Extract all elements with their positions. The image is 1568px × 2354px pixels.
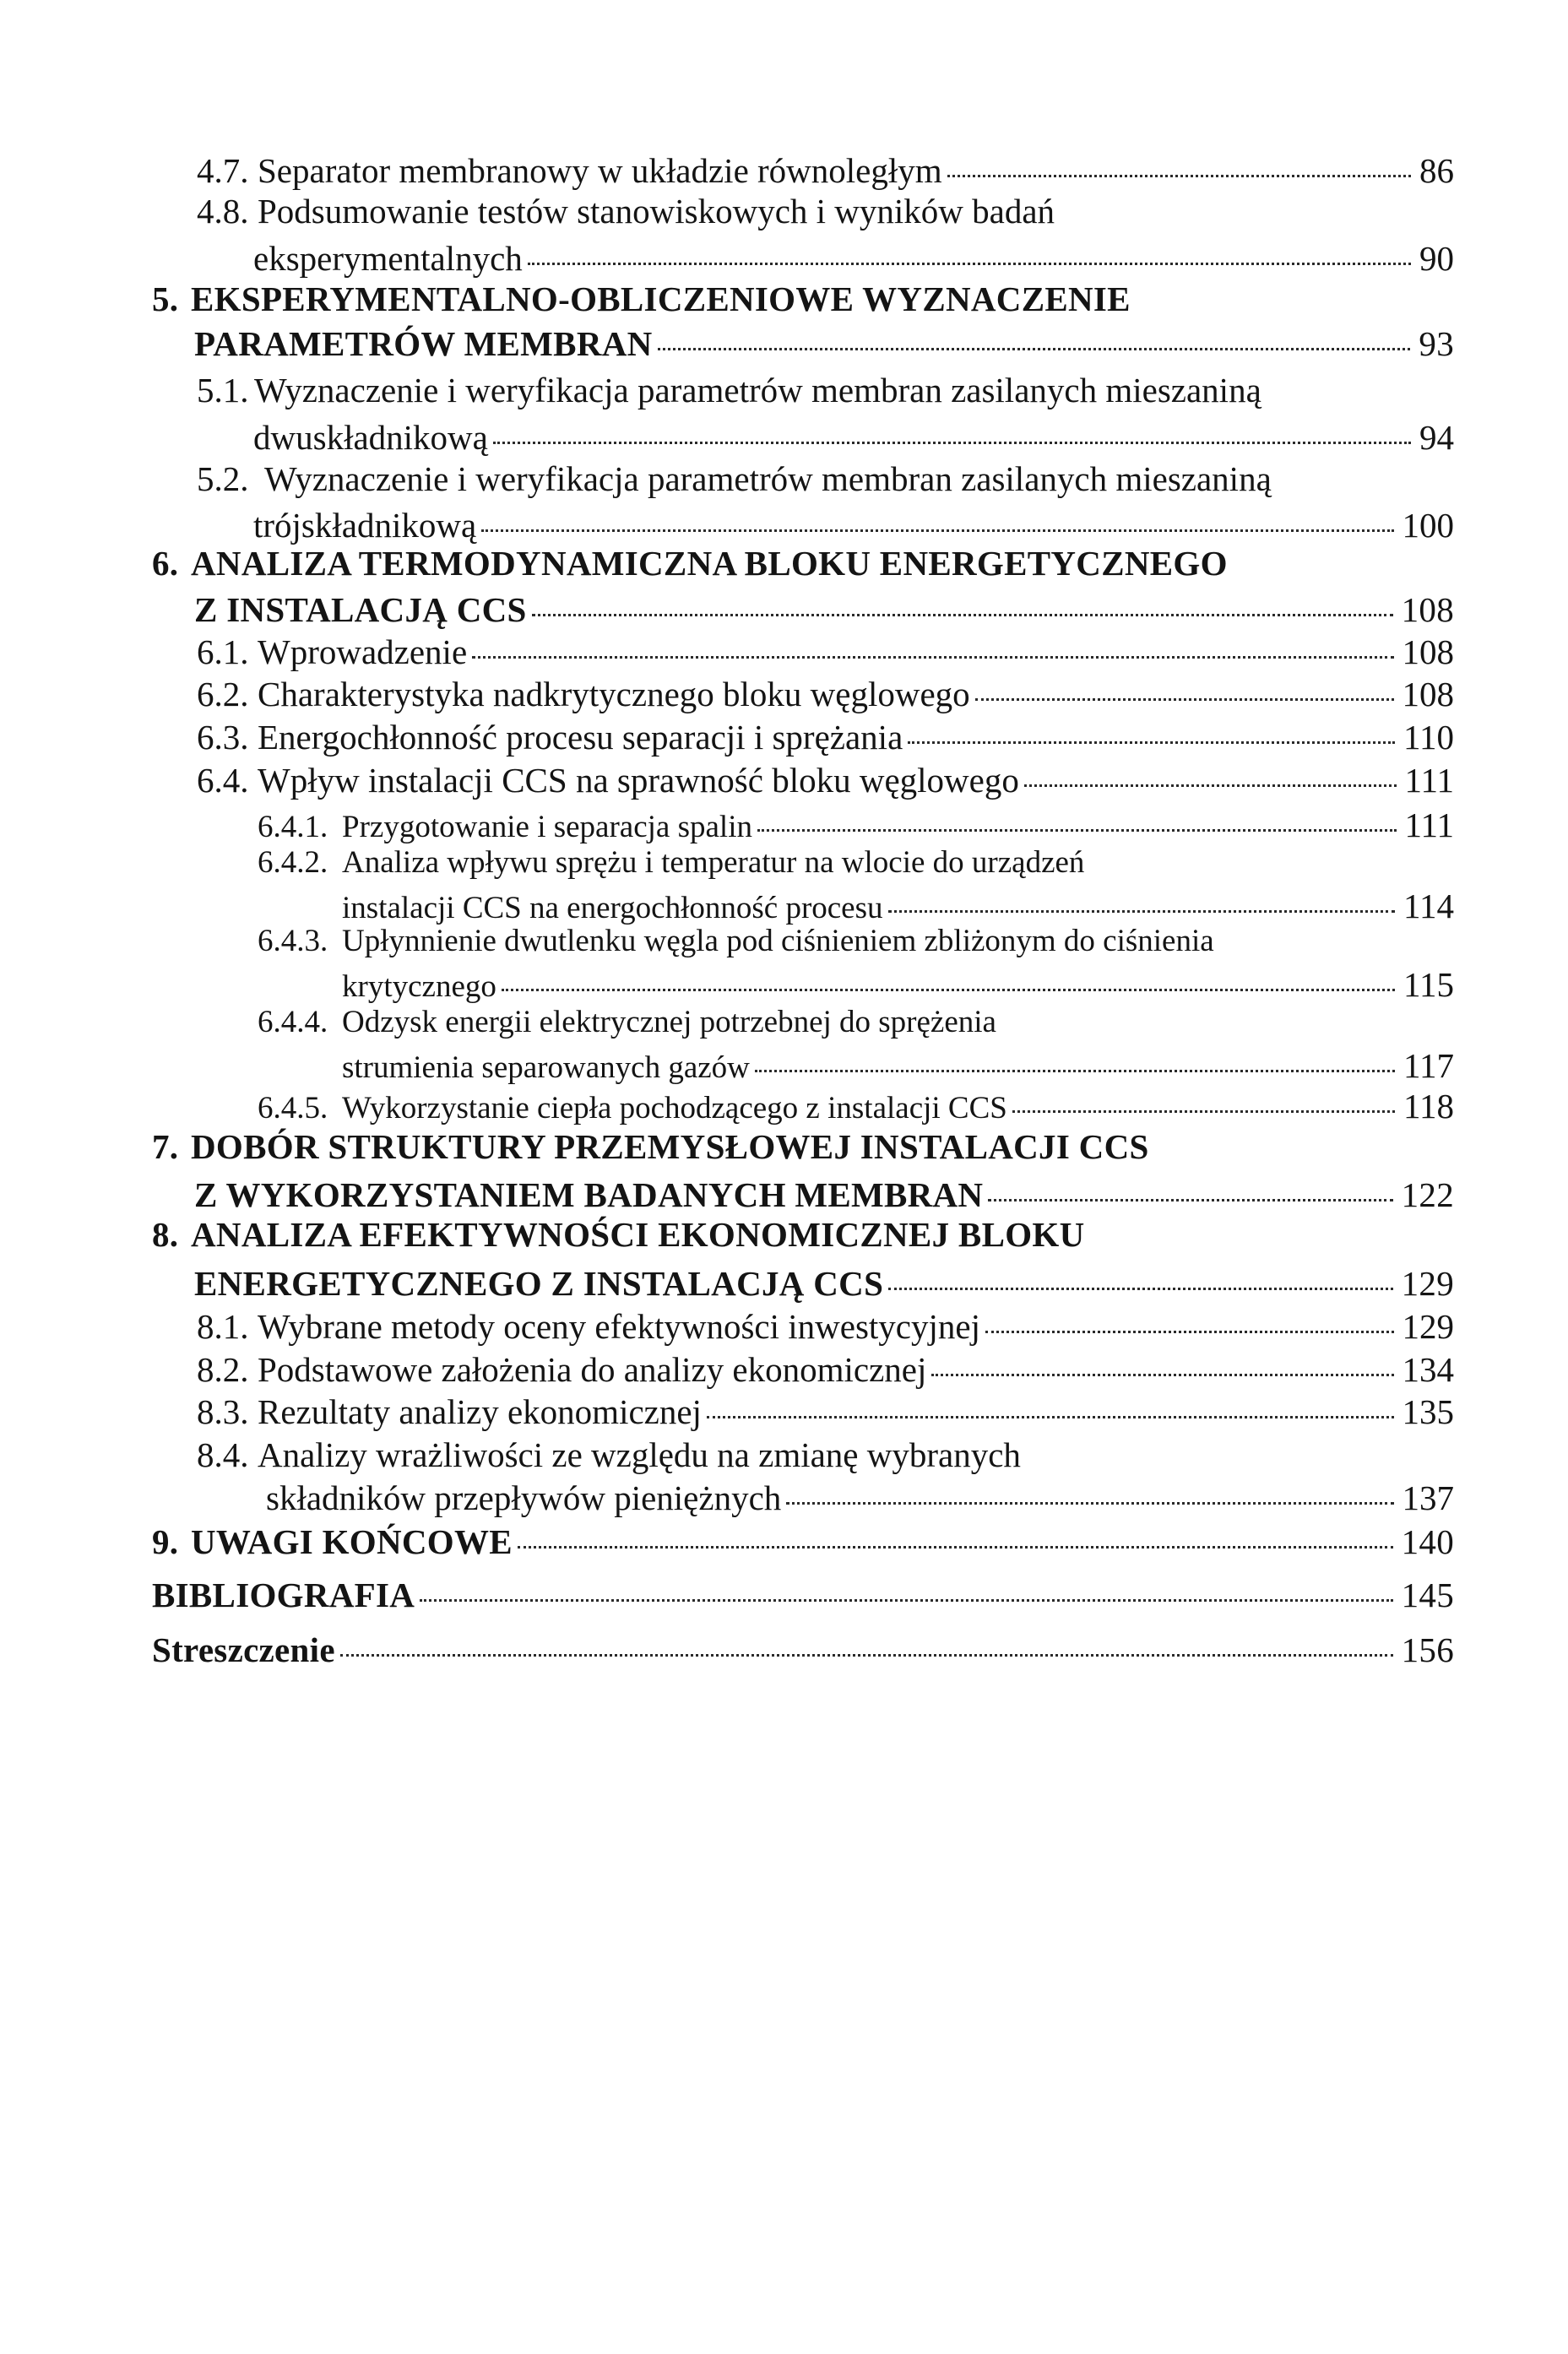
toc-number: 6.4.4.	[258, 1005, 328, 1039]
toc-line-with-page	[342, 964, 1454, 1005]
page-number: 129	[1401, 1264, 1454, 1303]
page-number: 134	[1402, 1350, 1454, 1389]
toc-title: EKSPERYMENTALNO-OBLICZENIOWE WYZNACZENIE	[191, 279, 1131, 318]
toc-line-with-page	[197, 760, 1454, 800]
page-number: 135	[1402, 1392, 1454, 1431]
toc-title: Analiza wpływu sprężu i temperatur na wlocie do urządzeń	[342, 845, 1085, 880]
toc-line	[197, 458, 1454, 499]
toc-line-with-page	[253, 505, 1454, 545]
toc-title: Wprowadzenie	[258, 632, 468, 671]
dot-leader	[493, 442, 1411, 444]
dot-leader	[707, 1416, 1394, 1418]
toc-line-with-page	[194, 1174, 1454, 1215]
toc-number: 6.4.1.	[258, 810, 328, 844]
page-number: 114	[1403, 887, 1454, 925]
toc-line-with-page	[258, 805, 1454, 845]
dot-leader	[931, 1374, 1393, 1376]
page-number: 145	[1401, 1576, 1454, 1614]
toc-number: 4.7.	[197, 151, 249, 190]
dot-leader	[988, 1199, 1392, 1201]
toc-number: 5.2.	[197, 459, 249, 498]
page-number: 108	[1402, 632, 1454, 671]
toc-number: 6.4.5.	[258, 1091, 328, 1125]
dot-leader	[658, 348, 1411, 350]
toc-number: 4.8.	[197, 192, 249, 231]
toc-number: 7.	[152, 1127, 179, 1166]
toc-title: trójskładnikową	[253, 506, 477, 545]
toc-title: Wyznaczenie i weryfikacja parametrów membran zasilanych mieszaniną	[254, 371, 1261, 410]
toc-title: Wyznaczenie i weryfikacja parametrów membran zasilanych mieszaniną	[264, 459, 1272, 498]
toc-line	[258, 1004, 1454, 1040]
toc-line-with-page	[258, 1086, 1454, 1126]
page-number: 115	[1403, 965, 1454, 1004]
toc-title: Odzysk energii elektrycznej potrzebnej do sprężenia	[342, 1005, 996, 1039]
page-number: 94	[1419, 418, 1454, 457]
toc-title: UWAGI KOŃCOWE	[191, 1522, 513, 1561]
toc-number: 8.2.	[197, 1350, 249, 1389]
toc-title: BIBLIOGRAFIA	[152, 1576, 415, 1614]
toc-title: składników przepływów pieniężnych	[266, 1478, 782, 1517]
toc-number: 6.4.3.	[258, 924, 328, 958]
page-number: 140	[1401, 1522, 1454, 1561]
dot-leader	[1012, 1110, 1395, 1113]
toc-title: Separator membranowy w układzie równoległym	[258, 151, 942, 190]
toc-title: Przygotowanie i separacja spalin	[342, 810, 752, 844]
toc-line	[197, 1435, 1454, 1475]
dot-leader	[985, 1331, 1394, 1333]
toc-title: Podstawowe założenia do analizy ekonomicznej	[258, 1350, 927, 1389]
toc-line	[152, 1214, 1454, 1255]
page-number: 156	[1401, 1630, 1454, 1669]
toc-line-with-page	[152, 1575, 1454, 1615]
dot-leader	[888, 910, 1396, 913]
toc-line	[197, 191, 1454, 231]
toc-title: Energochłonność procesu separacji i sprężania	[258, 718, 903, 757]
page-number: 90	[1419, 239, 1454, 278]
page-number: 100	[1402, 506, 1454, 545]
toc-line-with-page	[266, 1478, 1454, 1518]
toc-title: eksperymentalnych	[253, 239, 523, 278]
toc-number: 6.4.	[197, 761, 249, 800]
dot-leader	[755, 1070, 1395, 1072]
page-number: 108	[1401, 590, 1454, 629]
toc-title: ENERGETYCZNEGO Z INSTALACJĄ CCS	[194, 1264, 884, 1303]
toc-line-with-page	[197, 717, 1454, 757]
toc-title: Wpływ instalacji CCS na sprawność bloku węglowego	[258, 761, 1019, 800]
page-number: 93	[1419, 324, 1454, 363]
page-number: 129	[1402, 1307, 1454, 1346]
toc-line-with-page	[194, 323, 1454, 364]
toc-title: Wykorzystanie ciepła pochodzącego z instalacji CCS	[342, 1091, 1007, 1125]
toc-number: 6.2.	[197, 675, 249, 713]
toc-line-with-page	[152, 1521, 1454, 1562]
page-number: 137	[1402, 1478, 1454, 1517]
dot-leader	[947, 175, 1411, 177]
toc-title: ANALIZA EFEKTYWNOŚCI EKONOMICZNEJ BLOKU	[191, 1215, 1085, 1254]
toc-title: Podsumowanie testów stanowiskowych i wyników badań	[258, 192, 1055, 231]
toc-number: 6.1.	[197, 632, 249, 671]
page-number: 111	[1404, 805, 1454, 844]
dot-leader	[340, 1654, 1393, 1657]
toc-title: Charakterystyka nadkrytycznego bloku węglowego	[258, 675, 970, 713]
toc-line	[258, 923, 1454, 959]
toc-title: strumienia separowanych gazów	[342, 1050, 750, 1085]
toc-title: Z WYKORZYSTANIEM BADANYCH MEMBRAN	[194, 1175, 984, 1214]
toc-line-with-page	[194, 1263, 1454, 1304]
toc-title: PARAMETRÓW MEMBRAN	[194, 324, 653, 363]
page-number: 108	[1402, 675, 1454, 713]
toc-line-with-page	[197, 1306, 1454, 1347]
dot-leader	[532, 614, 1393, 616]
toc-line-with-page	[253, 417, 1454, 458]
dot-leader	[786, 1502, 1393, 1505]
toc-number: 8.4.	[197, 1435, 249, 1474]
dot-leader	[888, 1288, 1392, 1290]
toc-line-with-page	[152, 1630, 1454, 1670]
toc-number: 8.	[152, 1215, 179, 1254]
toc-number: 8.3.	[197, 1392, 249, 1431]
toc-line-with-page	[253, 238, 1454, 279]
toc-title: instalacji CCS na energochłonność procesu	[342, 891, 883, 925]
toc-line-with-page	[197, 150, 1454, 191]
toc-line-with-page	[342, 886, 1454, 926]
toc-number: 6.3.	[197, 718, 249, 757]
toc-title: Analizy wrażliwości ze względu na zmianę wybranych	[258, 1435, 1021, 1474]
toc-title: dwuskładnikową	[253, 418, 488, 457]
dot-leader	[528, 263, 1411, 265]
toc-title: DOBÓR STRUKTURY PRZEMYSŁOWEJ INSTALACJI CCS	[191, 1127, 1149, 1166]
toc-line	[152, 279, 1454, 319]
toc-line	[197, 370, 1454, 410]
dot-leader	[472, 656, 1393, 659]
toc-number: 8.1.	[197, 1307, 249, 1346]
toc-number: 6.	[152, 544, 179, 583]
toc-line-with-page	[342, 1045, 1454, 1086]
toc-number: 6.4.2.	[258, 845, 328, 880]
toc-title: Z INSTALACJĄ CCS	[194, 590, 527, 629]
toc-line-with-page	[197, 1391, 1454, 1432]
toc-number: 9.	[152, 1522, 179, 1561]
page-number: 110	[1403, 718, 1454, 757]
toc-title: Upłynnienie dwutlenku węgla pod ciśnieniem zbliżonym do ciśnienia	[342, 924, 1214, 958]
page-number: 118	[1403, 1087, 1454, 1125]
dot-leader	[975, 698, 1394, 701]
toc-title: Rezultaty analizy ekonomicznej	[258, 1392, 702, 1431]
dot-leader	[757, 829, 1397, 832]
toc-line	[258, 844, 1454, 881]
dot-leader	[420, 1599, 1392, 1602]
dot-leader	[518, 1546, 1393, 1549]
toc-line-with-page	[197, 632, 1454, 672]
page-number: 86	[1419, 151, 1454, 190]
toc-number: 5.	[152, 279, 179, 318]
page-number: 122	[1401, 1175, 1454, 1214]
toc-number: 5.1.	[197, 371, 249, 410]
toc-title: Streszczenie	[152, 1630, 335, 1669]
toc-title: krytycznego	[342, 969, 496, 1004]
toc-line-with-page	[197, 674, 1454, 714]
page-number: 117	[1403, 1046, 1454, 1085]
toc-line-with-page	[194, 589, 1454, 630]
toc-title: ANALIZA TERMODYNAMICZNA BLOKU ENERGETYCZNEGO	[191, 544, 1228, 583]
toc-line-with-page	[197, 1349, 1454, 1390]
toc-line	[152, 543, 1454, 583]
toc-title: Wybrane metody oceny efektywności inwestycyjnej	[258, 1307, 980, 1346]
toc-line	[152, 1126, 1454, 1167]
dot-leader	[481, 529, 1393, 532]
dot-leader	[502, 989, 1395, 991]
page-number: 111	[1404, 761, 1454, 800]
dot-leader	[1024, 784, 1397, 787]
dot-leader	[908, 741, 1395, 744]
